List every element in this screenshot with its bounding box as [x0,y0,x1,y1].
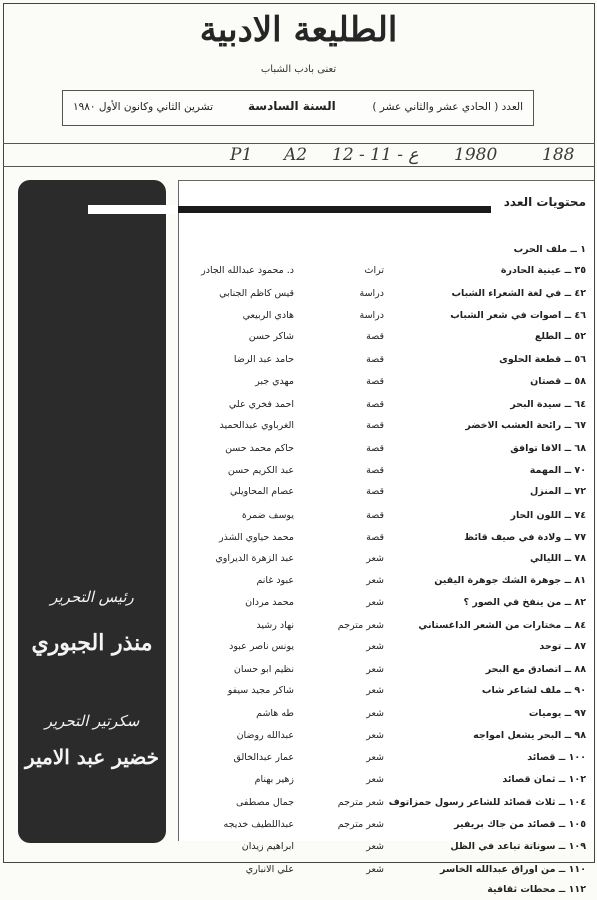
toc-entry-author: عبداللطيف خديجه [223,819,294,830]
toc-entry-genre: قصة [366,420,384,431]
toc-entry-title: ٩٠ ــ ملف لشاعر شاب [481,685,586,696]
toc-entry-genre: دراسة [359,310,384,321]
toc-entry-genre: شعر [366,685,384,696]
toc-entry-title: ٥٦ ــ قطعة الحلوى [499,354,586,365]
toc-entry-title: ٧٧ ــ ولادة في صيف قائظ [464,532,586,543]
toc-entry-author: محمد حياوي الشذر [219,532,294,543]
toc-entry-genre: شعر [366,752,384,763]
toc-entry [179,817,594,833]
toc-entry [179,484,594,500]
toc-entry-author: احمد فخري علي [228,399,294,410]
toc-entry [179,862,594,878]
toc-entry-author: زهير بهنام [254,774,294,785]
stamp-year: 1980 [454,145,498,165]
toc-entry-genre: شعر مترجم [337,620,384,631]
toc-entry-title: ١٠٥ ــ قصائد من جاك بريفير [454,819,586,830]
toc-entry-author: حامد عبد الرضا [233,354,294,365]
toc-entry [179,618,594,634]
toc-entry-author: الغرباوي عبدالحميد [219,420,294,431]
toc-entry [179,551,594,567]
toc-entry-title: ٧٢ ــ المنزل [530,486,586,497]
toc-entry-title: ١٠٠ ــ قصائد [527,752,586,763]
toc-entry-genre: شعر [366,708,384,719]
toc-entry-genre: شعر [366,841,384,852]
toc-entry-title: ١٠٩ ــ سوناتة تباعد في الظل [450,841,586,852]
toc-entry-author: ابراهيم زيدان [241,841,294,852]
toc-entry-author: قيس كاظم الجنابي [219,288,294,299]
toc-entry [179,418,594,434]
toc-entry-author: مهدي جبر [255,376,294,387]
toc-entry-title: ٨٤ ــ مختارات من الشعر الداغستاني [418,620,586,631]
toc-entry [179,573,594,589]
toc-entry [179,308,594,324]
toc-entry-title: ٦٨ ــ الافا توافق [510,443,586,454]
stamp-number: 188 [542,145,575,165]
toc-entry-author: نظيم ابو حسان [233,664,294,675]
toc-entry [179,683,594,699]
toc-entry-genre: قصة [366,376,384,387]
toc-entry-author: عبدالله روضان [236,730,294,741]
toc-entry-title: ٦٤ ــ سيدة البحر [510,399,586,410]
toc-entry-title: ١١٠ ــ من اوراق عبدالله الخاسر [439,864,586,875]
toc-entry-author: شاكر حسن [248,331,294,342]
toc-entry-title: ٦٧ ــ رائحة العشب الاخضر [465,420,586,431]
toc-entry-title: ٥٨ ــ قصتان [530,376,586,387]
toc-entry [179,772,594,788]
toc-entry [179,882,594,898]
toc-entry-author: علي الانباري [245,864,294,875]
toc-entry-title: ٨١ ــ جوهرة الشك جوهرة اليقين [434,575,586,586]
toc-entry [179,750,594,766]
toc-entry-author: جمال مصطفى [235,797,294,808]
magazine-logo: الطليعة الادبية [199,10,398,50]
handwritten-stamp [214,145,594,167]
toc-entry-author: عمار عبدالخالق [233,752,294,763]
issue-info-box [62,90,534,126]
toc-entry-genre: شعر [366,774,384,785]
tagline: تعنى بادب الشباب [260,64,337,75]
toc-entry-title: ١٠٤ ــ ثلاث قصائد للشاعر رسول حمزاتوف [388,797,586,808]
toc-entry-author: يونس ناصر عبود [229,641,294,652]
toc-entry-genre: قصة [366,465,384,476]
toc-entry-genre: شعر [366,664,384,675]
toc-entry-genre: تراث [364,265,384,276]
editor-title: رئيس التحرير [50,588,134,606]
toc-entry-genre: قصة [366,331,384,342]
toc-entry-genre: شعر [366,730,384,741]
toc-entry [179,530,594,546]
masthead [0,10,597,75]
toc-entry [179,263,594,279]
toc-entry-author: محمد مردان [245,597,294,608]
toc-heading: محتويات العدد [503,195,586,209]
toc-entry-author: شاكر مجيد سيفو [227,685,294,696]
toc-entry [179,286,594,302]
toc-entry [179,242,594,258]
toc-entry-genre: شعر [366,641,384,652]
toc-entry-author: عبد الكريم حسن [227,465,294,476]
toc-entry [179,728,594,744]
toc-entry-title: ٥٢ ــ الطلع [534,331,586,342]
toc-entry-title: ٩٨ ــ البحر يشعل امواجه [473,730,586,741]
toc-entry-author: هادي الربيعي [242,310,294,321]
toc-entry-author: نهاد رشيد [256,620,294,631]
toc-entry-genre: شعر [366,864,384,875]
toc-entry [179,329,594,345]
toc-entry-title: ٧٠ ــ المهمة [529,465,586,476]
editorial-sidebar [18,180,166,843]
toc-entry [179,374,594,390]
toc-entry [179,706,594,722]
toc-entry [179,352,594,368]
secretary-title: سكرتير التحرير [44,712,140,730]
toc-entry-author: عبود غانم [256,575,294,586]
divider-line [3,166,595,167]
divider-line [3,143,595,144]
toc-entry-genre: شعر [366,575,384,586]
toc-entry-title: ٤٢ ــ في لغة الشعراء الشباب [451,288,586,299]
toc-entry-title: ١٠٢ ــ ثمان قصائد [502,774,586,785]
toc-entry-title: ٧٤ ــ اللون الحار [510,510,586,521]
toc-entry [179,508,594,524]
toc-entry [179,639,594,655]
toc-entry-author: عصام المحاويلي [229,486,294,497]
toc-entry-genre: شعر مترجم [337,797,384,808]
toc-entry-genre: قصة [366,486,384,497]
toc-entry [179,662,594,678]
issue-date: تشرين الثاني وكانون الأول ١٩٨٠ [73,101,214,113]
toc-entry-title: ١ ــ ملف الحرب [513,244,586,255]
toc-entry [179,839,594,855]
stamp-date: 12 - 11 - ع [332,145,419,165]
toc-entry-title: ٧٨ ــ الليالي [529,553,586,564]
toc-entry-author: يوسف ضمرة [241,510,294,521]
toc-entry-genre: دراسة [359,288,384,299]
toc-entry [179,463,594,479]
heading-rule-white [88,205,178,214]
stamp-code-2: A2 [284,145,308,165]
toc-entry [179,397,594,413]
toc-entry-author: د. محمود عبدالله الجادر [201,265,294,276]
toc-entry-author: عبد الزهرة الديراوي [215,553,294,564]
toc-entry [179,595,594,611]
toc-entry-genre: قصة [366,510,384,521]
toc-entry [179,441,594,457]
table-of-contents [178,180,594,895]
toc-entry-genre: شعر [366,597,384,608]
toc-entry-title: ٨٨ ــ اتصادق مع البحر [485,664,586,675]
heading-rule-black [178,206,491,213]
toc-entry-author: طه هاشم [256,708,294,719]
issue-number: العدد ( الحادي عشر والثاني عشر ) [372,101,523,113]
toc-entry-genre: قصة [366,399,384,410]
toc-entry-genre: قصة [366,354,384,365]
editor-name: منذر الجبوري [31,630,153,656]
toc-entry-author: حاكم محمد حسن [225,443,294,454]
toc-entry-genre: شعر [366,553,384,564]
toc-entry-title: ٤٦ ــ اصوات في شعر الشباب [450,310,586,321]
toc-entry-title: ٩٧ ــ يوميات [528,708,586,719]
toc-entry-title: ٨٢ ــ من ينفخ في الصور ؟ [463,597,586,608]
stamp-code-1: P1 [230,145,253,165]
toc-entry-title: ٣٥ ــ عينية الحادرة [500,265,586,276]
toc-entry-title: ٨٧ ــ توحد [539,641,586,652]
toc-entry-genre: قصة [366,532,384,543]
toc-entry-genre: شعر مترجم [337,819,384,830]
issue-year: السنة السادسة [248,99,336,113]
secretary-name: خضير عبد الامير [25,745,159,769]
toc-entry [179,795,594,811]
toc-entry-title: ١١٢ ــ محطات ثقافية [487,884,586,895]
toc-entry-genre: قصة [366,443,384,454]
